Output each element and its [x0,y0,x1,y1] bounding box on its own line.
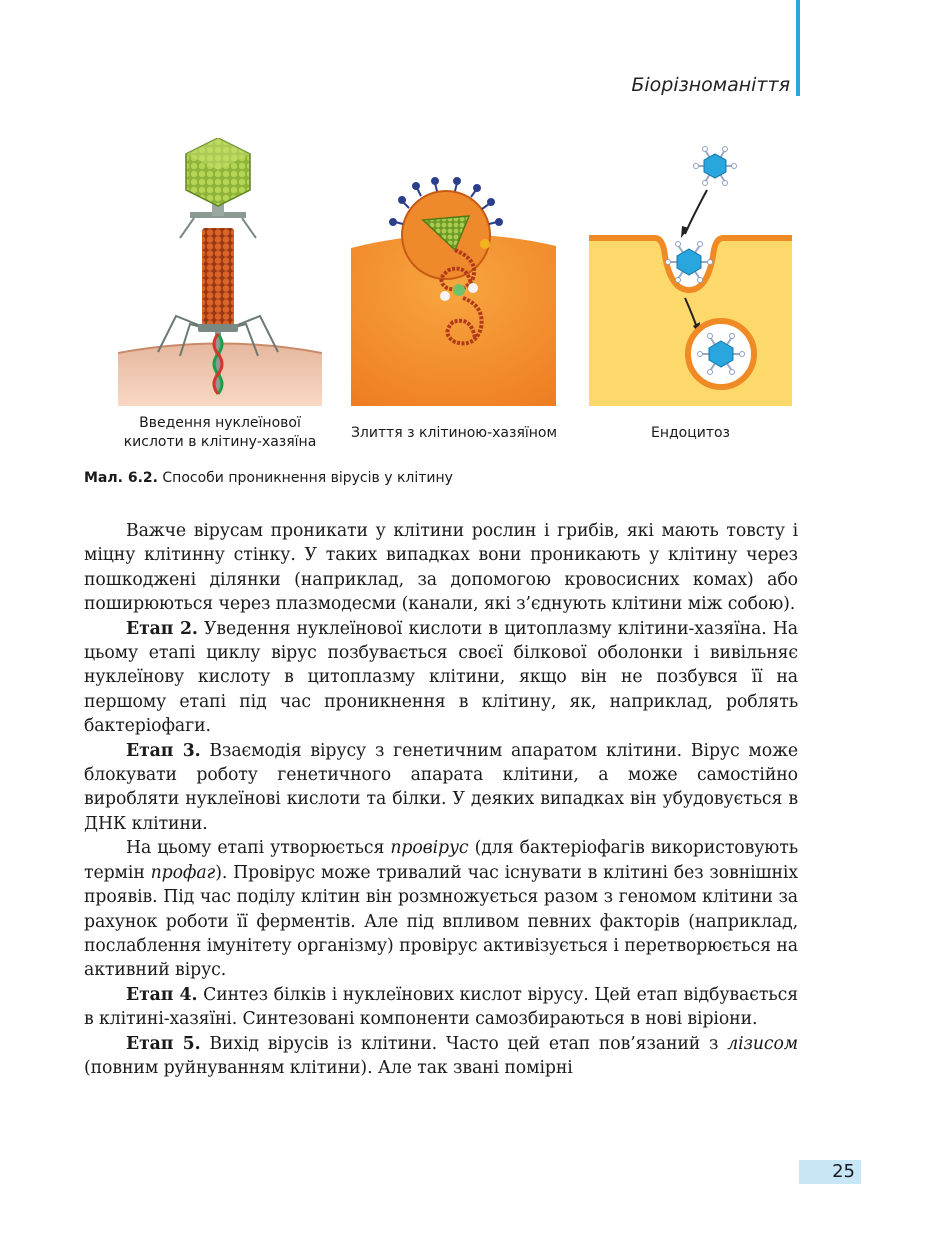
endocytosis-illustration [589,138,792,406]
body-text [84,519,798,1080]
paragraph-text: Взаємодія вірусу з генетичним апаратом клітини. Вірус може блокувати роботу генетичного апарата клітини, а може самостійно виробляти нуклеїнові кислоти та білки. У деяких випадках він убудовується в ДНК клітини. [84,740,798,834]
term-prophage: профаг [150,862,216,883]
paragraph-text: ). Провірус може тривалий час існувати в клітині без зовнішніх проявів. Під час поділу клітин він розмножується разом з геномом клітини за рахунок роботи її ферментів. Але під впливом певних факторів (наприклад, послаблення імунітету організму) провірус активізується і перетворюється на активний вірус. [84,862,798,981]
paragraph [84,519,798,617]
figure-label: Мал. 6.2. [84,470,158,486]
paragraph-text: Вихід вірусів із клітини. Часто цей етап пов’язаний з [200,1033,728,1054]
figure-3-caption [589,424,792,443]
page-number: 25 [832,1161,855,1182]
paragraph-text: Уведення нуклеїнової кислоти в цитоплазму клітини-хазяїна. На цьому етапі циклу вірус позбувається своєї білкової оболонки і вивільняє нуклеїнову кислоту в цитоплазму клітини, якщо він не позбувся її на першому етапі під час проникнення в клітину, як, наприклад, роблять бактеріофаги. [84,618,798,737]
caption-line: Ендоцитоз [650,425,731,441]
paragraph-text: (для бактеріофагів використовують термін [84,838,799,883]
paragraph [84,983,798,1032]
term-lysis: лізисом [727,1033,798,1054]
running-header: Біорізноманіття [631,74,790,96]
paragraph-text: Важче вірусам проникати у клітини рослин і грибів, які мають товсту і міцну клітинну стінку. У таких випадках вони проникають у клітину через пошкоджені ділянки (наприклад, за допомогою кровосисних комах) або поширюються через плазмодесми (канали, які з’єднують клітини між собою). [84,521,798,615]
paragraph-text: На цьому етапі утворюється [126,838,391,859]
figure-caption-text: Способи проникнення вірусів у клітину [162,470,453,486]
figure-bacteriophage [118,138,322,408]
term-provirus: провірус [390,838,469,859]
header-accent-bar [796,0,800,96]
bacteriophage-illustration [118,138,322,408]
stage-label: Етап 4. [126,984,198,1005]
figure-1-caption [108,414,332,452]
page-number-box [799,1160,861,1184]
figure-2-caption [336,424,572,443]
stage-label: Етап 3. [126,740,201,761]
figure-endocytosis [589,138,792,406]
fusion-illustration [351,138,556,406]
paragraph [84,1032,798,1081]
paragraph-text: Синтез білків і нуклеїнових кислот вірусу. Цей етап відбувається в клітині-хазяїні. Синтезовані компоненти самозбираються в нові віріони. [84,984,798,1030]
stage-label: Етап 2. [126,618,198,639]
paragraph-text: (повним руйнуванням клітини). Але так звані помірні [84,1057,573,1078]
caption-line: кислоти в клітину-хазяїна [123,434,317,450]
caption-line: Злиття з клітиною-хазяїном [350,425,558,441]
stage-label: Етап 5. [126,1033,201,1054]
paragraph [84,739,798,837]
paragraph [84,617,798,739]
paragraph [84,836,798,982]
figure-fusion [351,138,556,406]
figure-caption [84,470,453,486]
caption-line: Введення нуклеїнової [139,415,301,431]
